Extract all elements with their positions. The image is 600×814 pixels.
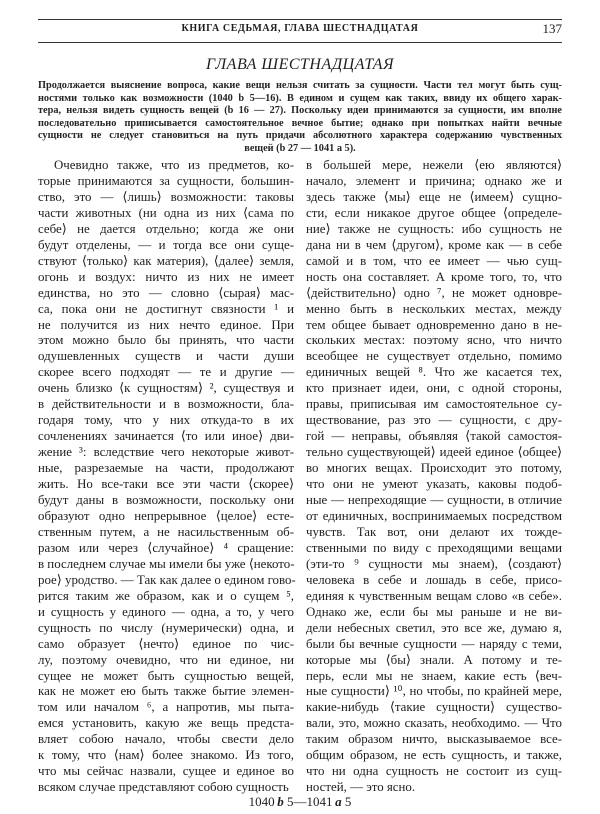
- text-line: огонь и воздух: ничто из них не имеет: [38, 269, 294, 284]
- text-line: всяком случае представляют собою сущность: [38, 780, 289, 795]
- text-line: чувств. Так вот, они делают их тожде-: [306, 524, 562, 539]
- text-line: здесь также ⟨мы⟩ еще не ⟨имеем⟩ сущно-: [306, 189, 562, 204]
- text-line: будут отделены, — и тогда все они суще-: [38, 237, 294, 252]
- text-line: годаря тому, что у них откуда-то в их: [38, 413, 294, 428]
- text-line: в большей мере, нежели ⟨ею являются⟩: [306, 158, 562, 172]
- running-head: [38, 20, 562, 40]
- text-line: правы, приписывая им самостоятельное су-: [306, 397, 562, 412]
- text-line: перь, если мы не знаем, какие есть ⟨веч-: [306, 668, 562, 683]
- summary-line: тера, нельзя видеть сущность вещей (b 16 — 27). Поскольку идеи принимаются за сущности, им вполне: [38, 105, 562, 117]
- text-line: жение ³: вследствие чего некоторые живот-: [38, 445, 294, 460]
- text-line: ностей, — это ясно.: [306, 780, 416, 795]
- chapter-title: ГЛАВА ШЕСТНАДЦАТАЯ: [205, 56, 395, 73]
- text-line: самой и в том, что ее имеет — чью сущ-: [306, 253, 562, 268]
- text-line: были бы вечные сущности — наряду с теми,: [306, 636, 562, 651]
- right-column: [306, 158, 562, 796]
- text-line: дели небесных светил, это все же, думаю я,: [306, 620, 562, 635]
- text-line: дана ни в чем ⟨другом⟩, кроме как — в себе: [306, 237, 562, 252]
- running-head-title: КНИГА СЕДЬМАЯ, ГЛАВА ШЕСТНАДЦАТАЯ: [181, 23, 419, 34]
- text-line: Однако же, если бы мы раньше и не ви-: [306, 604, 562, 619]
- footer-end-letter: a: [335, 794, 342, 809]
- text-line: рится таким же образом, как и о сущем ⁵,: [38, 588, 294, 603]
- text-line: скольких местах: поэтому ясно, что ничто: [306, 333, 562, 348]
- text-line: сочленениях зачинается ⟨то или иное⟩ дви-: [38, 429, 294, 444]
- text-line: единяя к чувственным вещам слово «в себе».: [306, 588, 562, 603]
- left-column: [38, 158, 294, 796]
- text-line: единичных вещей ⁸. Что же касается тех,: [306, 365, 562, 380]
- text-line: рое⟩ уродство. — Так как далее о едином гово-: [38, 572, 296, 587]
- text-line: торые принимаются за сущности, большин-: [38, 173, 294, 188]
- text-line: очень близко ⟨к сущностям⟩ ², существуя и: [38, 381, 294, 396]
- summary-line: вещей (b 27 — 1041 a 5).: [244, 142, 356, 154]
- text-line: само образует ⟨нечто⟩ единое по чис-: [38, 636, 294, 651]
- text-line: этом можно было бы принять, что части: [38, 333, 294, 348]
- text-line: общим образом, не есть сущность, и также,: [306, 748, 562, 763]
- text-line: которые мы ⟨бы⟩ знали. А потому и те-: [306, 652, 562, 667]
- text-line: ство, это — ⟨лишь⟩ возможности: таковы: [38, 189, 294, 204]
- footer-start-num: 1040: [248, 794, 275, 809]
- header-bottom-rule: [38, 42, 562, 43]
- text-line: (эти-то ⁹ сущности мы знаем), ⟨создают⟩: [306, 556, 562, 571]
- text-line: сти, если никакое другое общее ⟨определе-: [306, 205, 562, 220]
- text-line: что они не умеют указать, каковы подоб-: [306, 477, 562, 492]
- text-line: единства, но это — словно ⟨сырая⟩ мас-: [38, 285, 294, 300]
- text-line: что мы сейчас назвали, сущее и единое во: [38, 764, 294, 779]
- text-line: ные сущности⟩ ¹⁰, но чтобы, по крайней мере,: [306, 684, 562, 699]
- text-line: ществование, раз это — сущности, с дру-: [306, 413, 562, 428]
- text-line: в действительности и в возможности, бла-: [38, 397, 294, 412]
- summary-line: Продолжается выяснение вопроса, какие вещи нельзя считать за сущности. Части тел могут быть сущ-: [38, 80, 562, 91]
- text-line: тельно существующей⟩ идеей единое ⟨общее⟩: [306, 445, 562, 460]
- text-line: что ни одна сущность не состоит из сущ-: [306, 764, 562, 779]
- text-line: ние⟩ также не сущность: ибо сущность не: [306, 221, 562, 236]
- text-line: одушевленных существ и части души: [38, 349, 294, 364]
- text-line: менно быть в нескольких местах, между: [306, 301, 562, 316]
- text-line: как не может ею быть также бытие элемен-: [38, 684, 294, 699]
- text-line: человека в себе и лошадь в себе, присо-: [306, 572, 562, 587]
- summary-line: последовательно приписывается самостоятельное вечное бытие; однако при попытках найти вечные: [38, 117, 562, 129]
- page-range-footer: [0, 794, 600, 810]
- text-line: таким образом ничто, высказываемое все-: [306, 732, 562, 747]
- text-line: разом или через ⟨случайное⟩ ⁴ сращение:: [38, 540, 294, 555]
- text-line: во многих вещах. Происходит это потому,: [306, 461, 562, 476]
- text-line: ные, разрезаемые на части, продолжают: [38, 461, 294, 476]
- text-line: тем общее бывает одновременно дано в не-: [306, 317, 562, 332]
- text-line: ствуют ⟨только⟩ как материя), ⟨далее⟩ земля,: [38, 253, 294, 268]
- text-line: части животных (ни одна из них ⟨сама по: [38, 205, 294, 220]
- chapter-summary: [38, 80, 562, 156]
- text-line: ственным путем, а не насильственным об-: [38, 524, 294, 539]
- text-line: гой — неправы, объявляя ⟨такой самостоя-: [306, 429, 562, 444]
- footer-start-line: 5—1041: [287, 794, 333, 809]
- text-line: вали, это, можно сказать, необходимо. — Что: [306, 716, 562, 731]
- text-line: и сущность у единого — одна, а то, у чего: [38, 604, 294, 619]
- text-line: от единичных, воспринимаемых посредством: [306, 508, 562, 523]
- text-line: начало, элемент и причина; однако же и: [306, 173, 562, 188]
- text-line: ные — непреходящие — сущности, в отличие: [306, 493, 562, 508]
- text-line: ность она составляет. А кроме того, то, что: [306, 269, 562, 284]
- text-line: вляет собою начало, чтобы свести дело: [38, 732, 294, 747]
- text-line: скорее всего подходят — те и другие —: [38, 365, 294, 380]
- text-line: жить. Но все-таки все эти части ⟨скорее⟩: [38, 477, 294, 492]
- text-line: кто признает идеи, они, с одной стороны,: [306, 381, 562, 396]
- text-line: всеобщее не существует отдельно, помимо: [306, 349, 562, 364]
- summary-line: ностями только как возможности (1040 b 5—16). В едином и сущем как таких, ввиду их общего харак-: [38, 92, 562, 104]
- text-line: какие-нибудь ⟨такие сущности⟩ существо-: [306, 700, 562, 715]
- text-line: ственными по виду с преходящими вещами: [306, 540, 562, 555]
- text-line: себе⟩ не дается отдельно; когда же они: [38, 221, 294, 236]
- text-line: том или началом ⁶, а напротив, мы пыта-: [38, 700, 294, 715]
- text-line: ⟨действительно⟩ одно ⁷, не может одновре-: [306, 285, 562, 300]
- text-line: будут даны в возможности, поскольку они: [38, 493, 294, 508]
- text-line: лу, поэтому очевидно, что ни единое, ни: [38, 652, 294, 667]
- footer-start-letter: b: [277, 794, 284, 809]
- footer-end-line: 5: [344, 794, 352, 809]
- text-line: емся установить, какую же вещь предста-: [38, 716, 294, 731]
- text-line: сущность по числу (нумерически) одна, и: [38, 620, 294, 635]
- text-line: в последнем случае мы имели бы уже ⟨некото-: [38, 556, 295, 571]
- text-line: к тому, что ⟨нам⟩ более знакомо. Из того,: [38, 748, 294, 763]
- summary-line: сущности не следует становиться на путь придачи абсолютного характера содержанию чувственных: [38, 130, 562, 142]
- text-line: сущее не может быть сущностью вещей,: [38, 668, 294, 683]
- text-line: образуют одно непрерывное ⟨целое⟩ есте-: [38, 508, 294, 523]
- text-line: са, пока они не достигнут связности ¹ и: [38, 301, 294, 316]
- page-number: 137: [542, 21, 562, 36]
- text-line: Очевидно также, что из предметов, ко-: [54, 158, 294, 172]
- text-line: не получится из них нечто единое. При: [38, 317, 294, 332]
